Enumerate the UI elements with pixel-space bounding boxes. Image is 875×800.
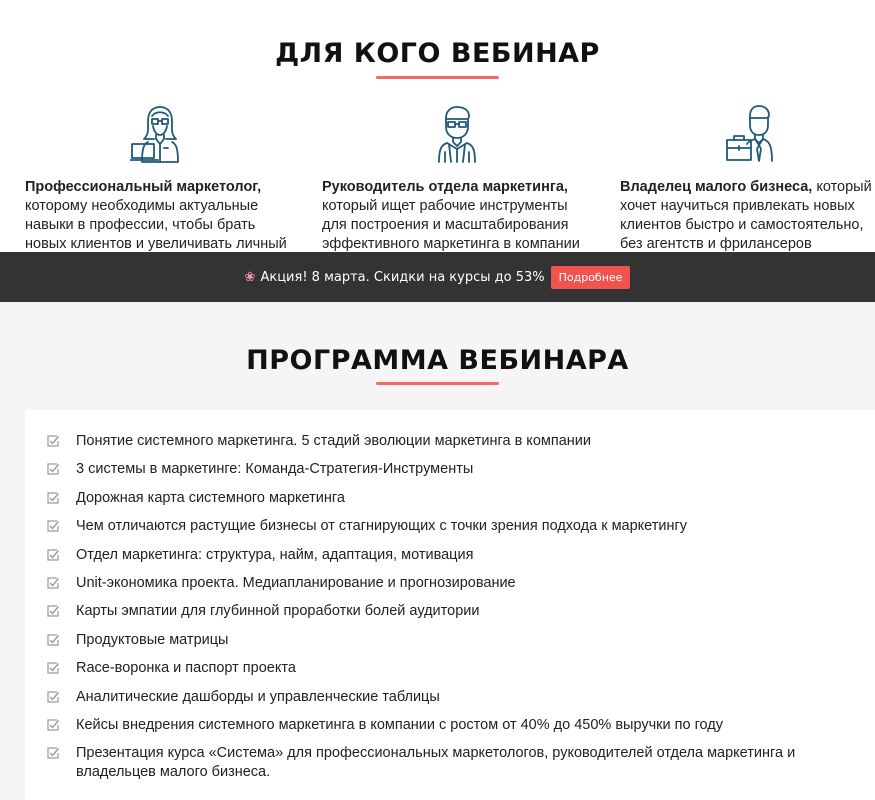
program-title-underline (376, 382, 499, 385)
program-card (25, 410, 875, 800)
program-list (25, 410, 875, 782)
program-list-item (25, 659, 875, 678)
checkbox-icon (46, 434, 60, 448)
audience-card-head (322, 104, 592, 252)
title-underline (376, 76, 499, 79)
checkbox-icon (46, 661, 60, 675)
program-list-item (25, 546, 875, 565)
checkbox-icon (46, 633, 60, 647)
checkbox-icon (46, 491, 60, 505)
program-title: ПРОГРАММА ВЕБИНАРА (246, 345, 629, 376)
program-item-text: 3 системы в маркетинге: Команда-Стратегия-Инструменты (76, 461, 474, 478)
audience-text-owner: Владелец малого бизнеса, который хочет научиться привлекать новых клиентов быстро и самостоятельно, без агентств и фрилансеров (620, 179, 872, 252)
program-item-text: Race-воронка и паспорт проекта (76, 660, 296, 677)
program-item-text: Продуктовые матрицы (76, 631, 229, 648)
audience-title: ДЛЯ КОГО ВЕБИНАР (275, 38, 600, 69)
promo-details-button[interactable]: Подробнее (551, 266, 631, 289)
program-list-item (25, 688, 875, 707)
checkbox-icon (46, 604, 60, 618)
checkbox-icon (46, 718, 60, 732)
audience-text-marketer: Профессиональный маркетолог, которому необходимы актуальные навыки в профессии, чтобы брать новых клиентов и увеличивать личный (25, 179, 287, 252)
program-item-text: Чем отличаются растущие бизнесы от стагнирующих с точки зрения подхода к маркетингу (76, 518, 688, 535)
woman-laptop-icon (130, 104, 190, 164)
businessman-briefcase-icon (725, 104, 785, 164)
program-item-text: Unit-экономика проекта. Медиапланирование и прогнозирование (76, 574, 516, 591)
man-glasses-icon (427, 104, 487, 164)
audience-card-marketer (25, 104, 295, 252)
checkbox-icon (46, 746, 60, 760)
program-item-text: Понятие системного маркетинга. 5 стадий эволюции маркетинга в компании (76, 433, 591, 449)
program-list-item (25, 716, 875, 735)
program-list-item (25, 460, 875, 479)
program-list-item (25, 602, 875, 621)
audience-section (0, 0, 875, 252)
program-list-item (25, 489, 875, 508)
program-list-item (25, 432, 875, 451)
program-list-item (25, 744, 875, 782)
program-item-text: Карты эмпатии для глубинной проработки болей аудитории (76, 603, 480, 620)
program-item-text: Отдел маркетинга: структура, найм, адаптация, мотивация (76, 546, 474, 563)
program-item-text: Презентация курса «Система» для профессиональных маркетологов, руководителей отдела маркетинга и владельцев малого бизнеса. (76, 745, 796, 781)
checkbox-icon (46, 690, 60, 704)
promo-banner (0, 252, 875, 302)
program-list-item (25, 631, 875, 650)
audience-text-head: Руководитель отдела маркетинга, который ищет рабочие инструменты для построения и масштабирования эффективного маркетинга в компании (322, 179, 580, 252)
program-list-item (25, 574, 875, 593)
program-item-text: Аналитические дашборды и управленческие таблицы (76, 688, 440, 705)
checkbox-icon (46, 519, 60, 533)
program-item-text: Кейсы внедрения системного маркетинга в компании с ростом от 40% до 450% выручки по году (76, 716, 724, 733)
checkbox-icon (46, 548, 60, 562)
checkbox-icon (46, 462, 60, 476)
program-item-text: Дорожная карта системного маркетинга (76, 489, 345, 506)
promo-text: Акция! 8 марта. Скидки на курсы до 53% (260, 269, 545, 285)
program-list-item (25, 517, 875, 536)
audience-card-owner (620, 104, 875, 252)
flower-icon: ❀ (244, 269, 256, 285)
checkbox-icon (46, 576, 60, 590)
